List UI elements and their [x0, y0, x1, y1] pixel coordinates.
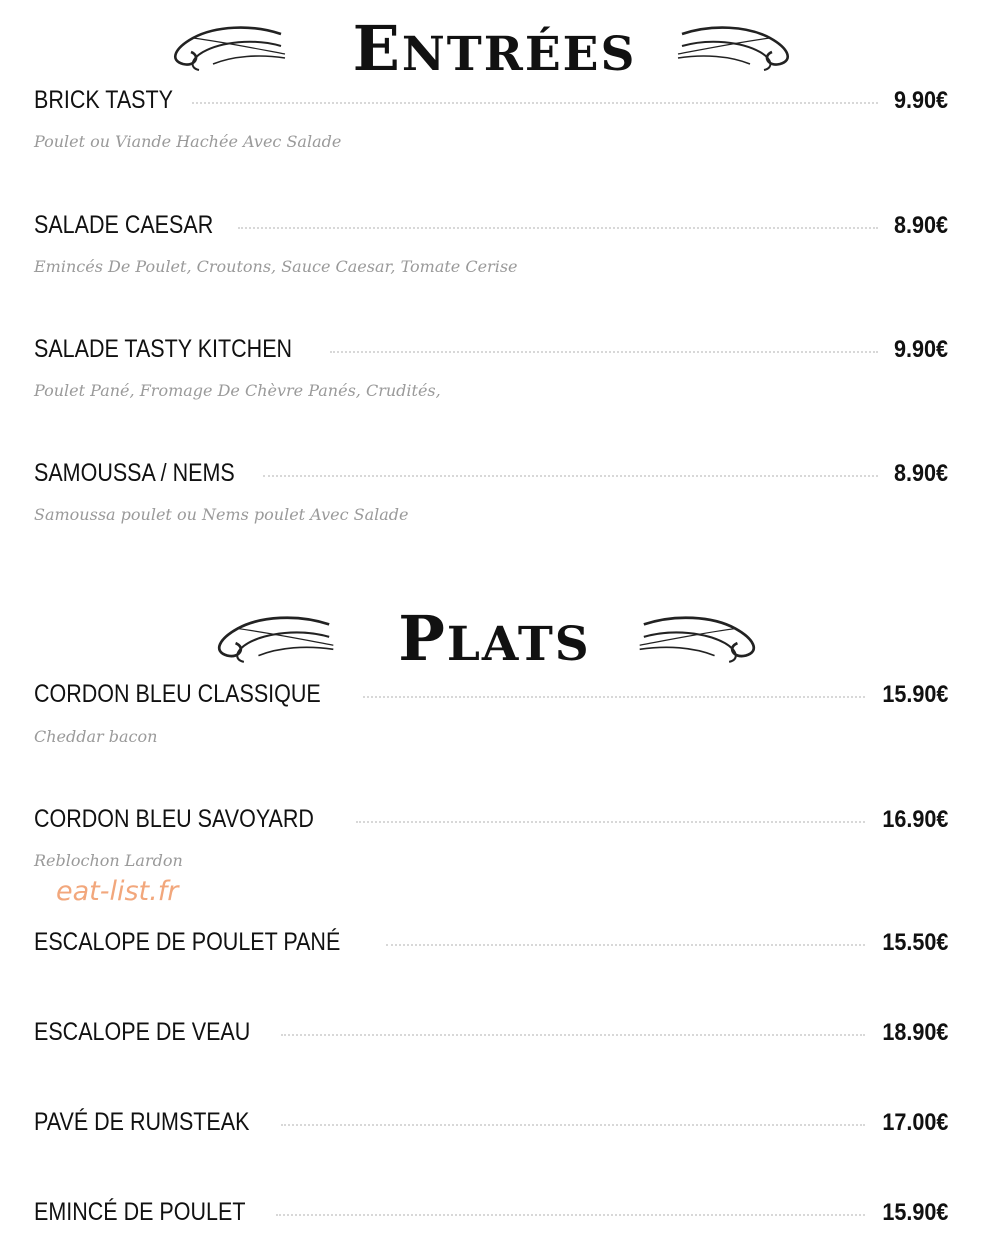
dotted-leader — [281, 1124, 865, 1126]
menu-item-price: 16.90€ — [881, 806, 948, 833]
menu-item-name: CORDON BLEU SAVOYARD — [34, 805, 314, 833]
section-title-initial: P — [398, 602, 447, 675]
section-title-entrees — [0, 12, 989, 85]
menu-item-price: 9.90€ — [893, 87, 948, 114]
dotted-leader — [263, 475, 878, 477]
menu-item-price: 15.50€ — [881, 929, 948, 956]
menu-item-description: Samoussa poulet ou Nems poulet Avec Salade — [34, 505, 409, 524]
menu-item-description: Emincés De Poulet, Croutons, Sauce Caesar, Tomate Cerise — [34, 257, 518, 276]
menu-item-row — [34, 335, 948, 364]
menu-item-name: EMINCÉ DE POULET — [34, 1198, 246, 1226]
menu-item-price: 15.90€ — [881, 1199, 948, 1226]
section-title-rest: NTRÉES — [401, 27, 637, 82]
menu-item-description: Poulet Pané, Fromage De Chèvre Panés, Crudités, — [34, 381, 441, 400]
dotted-leader — [363, 696, 864, 698]
menu-item-name: ESCALOPE DE VEAU — [34, 1018, 251, 1046]
menu-item-description: Reblochon Lardon — [34, 851, 183, 870]
menu-item-name: ESCALOPE DE POULET PANÉ — [34, 928, 341, 956]
section-title-rest: LATS — [446, 617, 591, 672]
dotted-leader — [330, 351, 878, 353]
menu-item-name: SALADE TASTY KITCHEN — [34, 335, 293, 363]
menu-item-row — [34, 86, 948, 115]
dotted-leader — [356, 821, 865, 823]
menu-item-row — [34, 211, 948, 240]
flourish-ornament-icon — [622, 614, 778, 666]
dotted-leader — [192, 102, 878, 104]
dotted-leader — [276, 1214, 865, 1216]
menu-item-price: 8.90€ — [893, 460, 948, 487]
menu-item-name: SALADE CAESAR — [34, 211, 214, 239]
menu-item-price: 18.90€ — [881, 1019, 948, 1046]
menu-item-name: SAMOUSSA / NEMS — [34, 459, 235, 487]
dotted-leader — [238, 227, 878, 229]
menu-item-row — [34, 459, 948, 488]
menu-item-name: CORDON BLEU CLASSIQUE — [34, 680, 321, 708]
menu-item-price: 15.90€ — [881, 681, 948, 708]
section-title-initial: E — [352, 12, 402, 85]
menu-item-description: Poulet ou Viande Hachée Avec Salade — [34, 132, 342, 151]
menu-item-row — [34, 1108, 948, 1137]
menu-item-row — [34, 1018, 948, 1047]
menu-item-price: 17.00€ — [881, 1109, 948, 1136]
watermark: eat-list.fr — [56, 876, 179, 907]
section-title-plats — [0, 602, 989, 675]
menu-item-name: PAVÉ DE RUMSTEAK — [34, 1108, 250, 1136]
menu-item-price: 8.90€ — [893, 212, 948, 239]
menu-item-name: BRICK TASTY — [34, 86, 173, 114]
menu-item-row — [34, 928, 948, 957]
menu-item-price: 9.90€ — [893, 336, 948, 363]
dotted-leader — [386, 944, 864, 946]
menu-item-row — [34, 1198, 948, 1227]
menu-item-row — [34, 805, 948, 834]
menu-item-description: Cheddar bacon — [34, 727, 158, 746]
dotted-leader — [281, 1034, 864, 1036]
menu-item-row — [34, 680, 948, 709]
flourish-ornament-icon — [672, 24, 800, 74]
